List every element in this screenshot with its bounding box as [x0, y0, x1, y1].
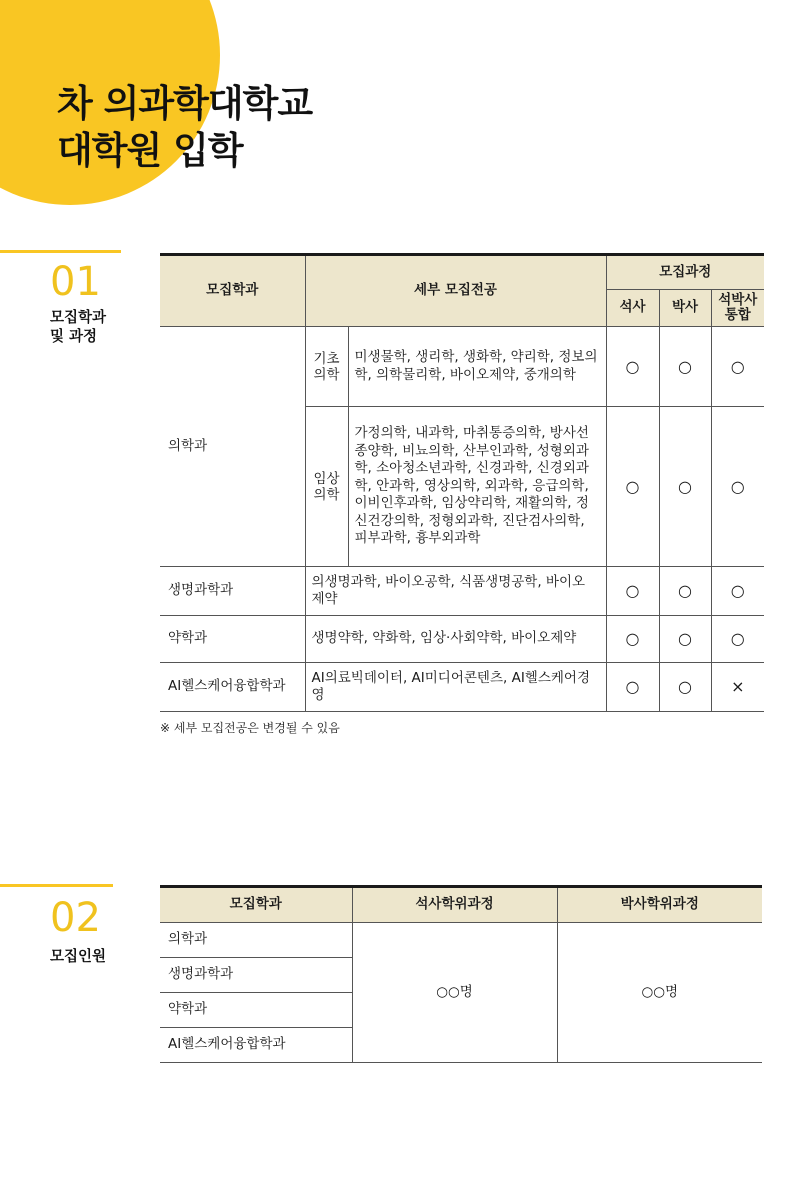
masters-mark: ○	[606, 567, 659, 616]
integrated-mark: ○	[711, 327, 764, 407]
majors-cell: AI의료빅데이터, AI미디어콘텐츠, AI헬스케어경영	[305, 663, 606, 712]
header-integrated-line2: 통합	[724, 307, 751, 323]
doctoral-mark: ○	[659, 567, 711, 616]
table-row	[160, 616, 764, 663]
majors-cell: 가정의학, 내과학, 마취통증의학, 방사선종양학, 비뇨의학, 산부인과학, 성형외과학, 소아청소년과학, 신경과학, 신경외과학, 안과학, 영상의학, 외과학, 응급의학, 이비인후과학, 임상약리학, 재활의학, 정신건강의학, 정형외과학, 진단검사의학, 피부과학, 흉부외과학	[348, 407, 606, 567]
dept-cell: 의학과	[160, 327, 305, 567]
section-divider	[0, 250, 121, 253]
section-divider	[0, 884, 113, 887]
page-title-line2: 대학원 입학	[57, 129, 243, 172]
dept-cell: 약학과	[160, 616, 305, 663]
majors-cell: 생명약학, 약화학, 임상·사회약학, 바이오제약	[305, 616, 606, 663]
sub-field-line2: 의학	[313, 366, 340, 383]
dept-cell: AI헬스케어융합학과	[160, 1028, 352, 1063]
integrated-mark: ×	[711, 663, 764, 712]
sub-field-line1: 기초	[313, 350, 340, 367]
section-number: 02	[50, 895, 101, 941]
majors-cell: 미생물학, 생리학, 생화학, 약리학, 정보의학, 의학물리학, 바이오제약, 중개의학	[348, 327, 606, 407]
doctoral-count: ○○명	[557, 923, 762, 1063]
header-integrated-line1: 석박사	[718, 292, 758, 308]
masters-mark: ○	[606, 616, 659, 663]
table-row	[160, 327, 764, 407]
section-label-line1: 모집인원	[50, 949, 107, 965]
header-dept: 모집학과	[160, 255, 305, 327]
footnote: ※ 세부 모집전공은 변경될 수 있음	[160, 721, 340, 735]
integrated-mark: ○	[711, 567, 764, 616]
integrated-mark: ○	[711, 407, 764, 567]
header-doctoral: 박사	[659, 290, 711, 327]
section-label-line2: 및 과정	[50, 329, 98, 345]
sub-field-cell	[305, 327, 348, 407]
dept-cell: 생명과학과	[160, 567, 305, 616]
dept-cell: AI헬스케어융합학과	[160, 663, 305, 712]
header-masters: 석사학위과정	[352, 887, 557, 923]
header-masters: 석사	[606, 290, 659, 327]
sub-field-line2: 의학	[313, 486, 340, 503]
dept-cell: 약학과	[160, 993, 352, 1028]
masters-count: ○○명	[352, 923, 557, 1063]
doctoral-mark: ○	[659, 327, 711, 407]
table-row	[160, 923, 762, 958]
header-integrated	[711, 290, 764, 327]
header-dept: 모집학과	[160, 887, 352, 923]
dept-cell: 의학과	[160, 923, 352, 958]
doctoral-mark: ○	[659, 407, 711, 567]
section-label	[50, 948, 130, 967]
table-row	[160, 663, 764, 712]
enrollment-table	[160, 885, 762, 1063]
section-number: 01	[50, 259, 101, 305]
table-row	[160, 567, 764, 616]
majors-cell: 의생명과학, 바이오공학, 식품생명공학, 바이오제약	[305, 567, 606, 616]
sub-field-line1: 임상	[313, 470, 340, 487]
page-title	[57, 80, 312, 174]
section-label-line1: 모집학과	[50, 310, 107, 326]
masters-mark: ○	[606, 407, 659, 567]
section-label	[50, 309, 130, 347]
header-courses: 모집과정	[606, 255, 764, 290]
doctoral-mark: ○	[659, 616, 711, 663]
page-title-line1: 차 의과학대학교	[57, 82, 313, 125]
doctoral-mark: ○	[659, 663, 711, 712]
sub-field-cell	[305, 407, 348, 567]
header-doctoral: 박사학위과정	[557, 887, 762, 923]
header-majors: 세부 모집전공	[305, 255, 606, 327]
integrated-mark: ○	[711, 616, 764, 663]
dept-cell: 생명과학과	[160, 958, 352, 993]
masters-mark: ○	[606, 327, 659, 407]
masters-mark: ○	[606, 663, 659, 712]
departments-table	[160, 253, 764, 712]
